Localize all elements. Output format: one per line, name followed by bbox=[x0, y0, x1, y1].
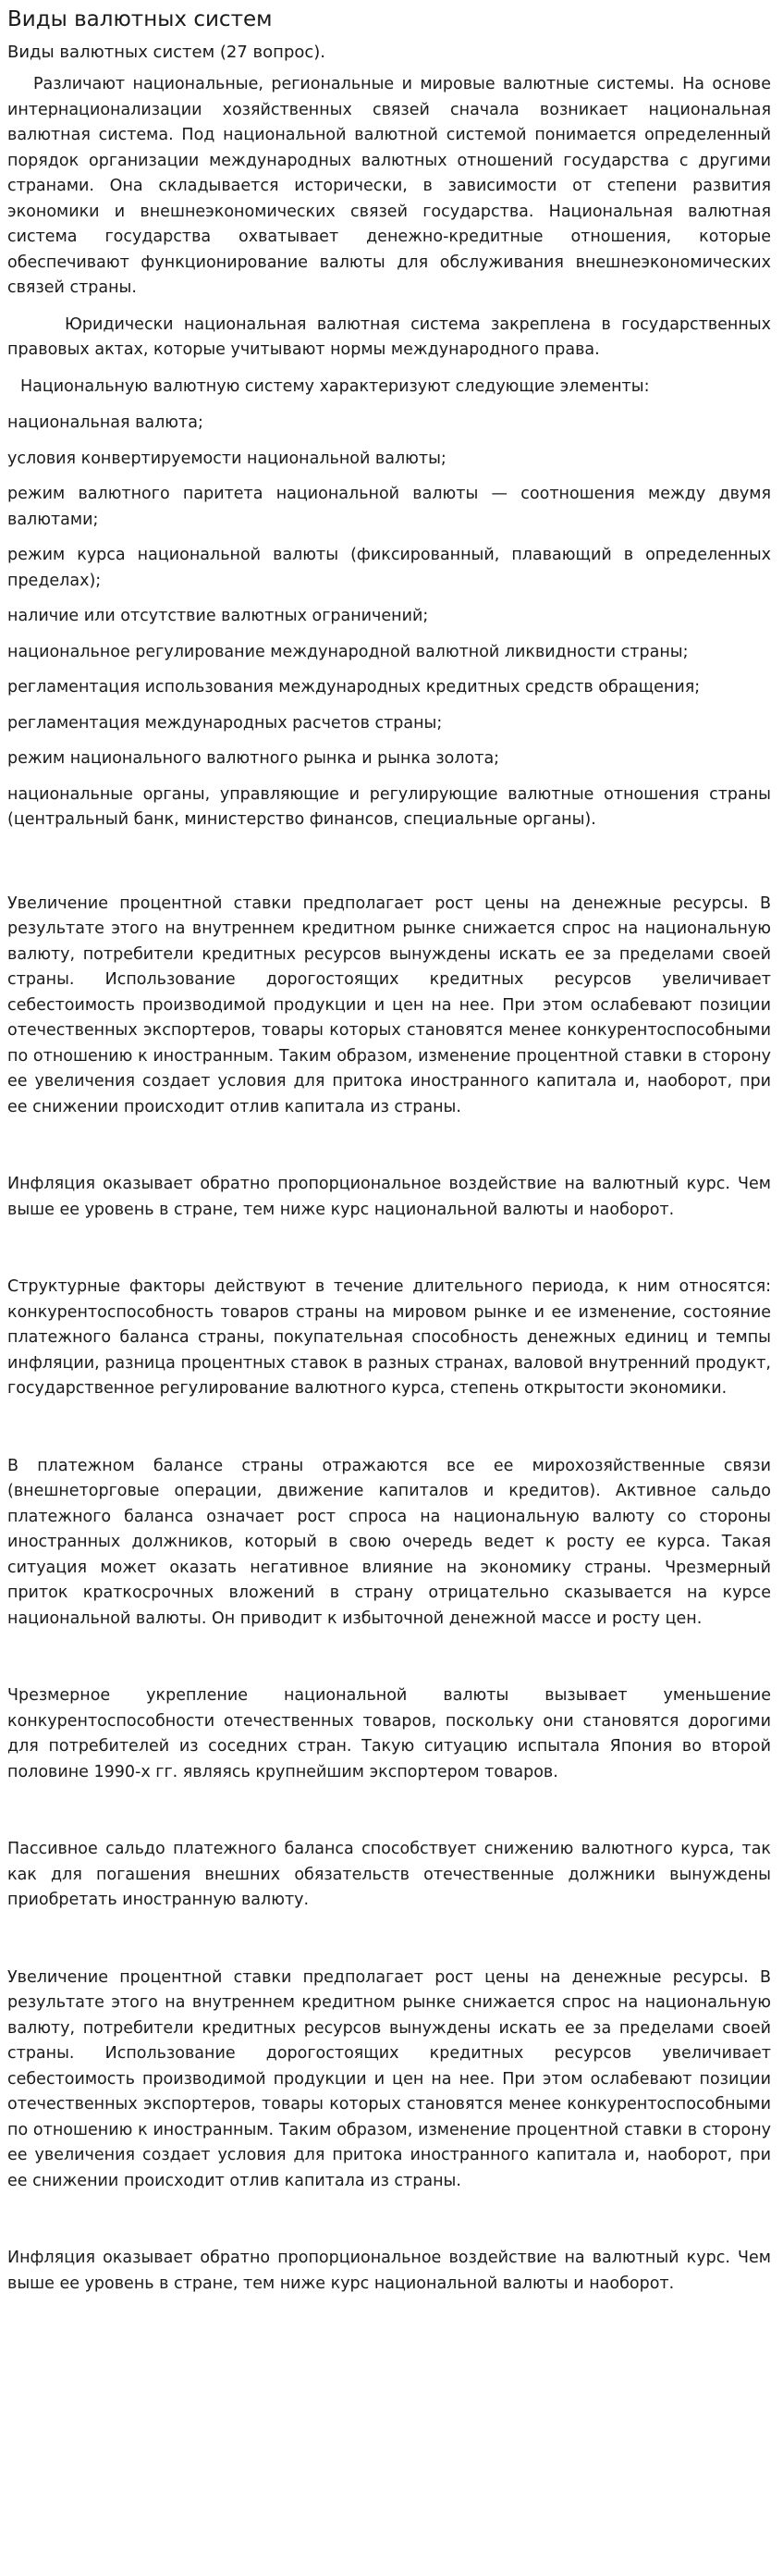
body-paragraph: Увеличение процентной ставки предполагает рост цены на денежные ресурсы. В результате этого на внутреннем кредитном рынке снижается спрос на национальную валюту, потребители кредитных ресурсов вынуждены искать ее за пределами своей страны. Использование дорогостоящих кредитных ресурсов увеличивает себестоимость производимой продукции и цен на нее. При этом ослабевают позиции отечественных экспортеров, товары которых становятся менее конкурентоспособными по отношению к иностранным. Таким образом, изменение процентной ставки в сторону ее увеличения создает условия для притока иностранного капитала и, наоборот, при ее снижении происходит отлив капитала из страны. bbox=[7, 1967, 771, 2190]
intro-paragraph: Различают национальные, региональные и мировые валютные системы. На основе интернационализации хозяйственных связей сначала возникает национальная валютная система. Под национальной валютной системой понимается определенный порядок организации международных валютных отношений государства с другими странами. Она складывается исторически, в зависимости от степени развития экономики и внешнеэкономических связей государства. Национальная валютная система государства охватывает денежно-кредитные отношения, которые обеспечивают функционирование валюты для обслуживания внешнеэкономических связей страны. bbox=[7, 75, 771, 297]
page-title: Виды валютных систем bbox=[7, 7, 273, 31]
list-item: регламентация использования международных кредитных средств обращения; bbox=[7, 678, 701, 696]
list-item: национальные органы, управляющие и регулирующие валютные отношения страны (центральный банк, министерство финансов, специальные органы). bbox=[7, 784, 771, 829]
body-paragraph: Пассивное сальдо платежного баланса способствует снижению валютного курса, так как для погашения внешних обязательств отечественные должники вынуждены приобретать иностранную валюту. bbox=[7, 1840, 771, 1909]
list-item: режим национального валютного рынка и рынка золота; bbox=[7, 749, 500, 768]
body-paragraph: Чрезмерное укрепление национальной валюты вызывает уменьшение конкурентоспособности отечественных товаров, поскольку они становятся дорогими для потребителей из соседних стран. Такую ситуацию испытала Япония во второй половине 1990-х гг. являясь крупнейшим экспортером товаров. bbox=[7, 1686, 771, 1781]
list-item: национальная валюта; bbox=[7, 413, 203, 432]
body-paragraph: Увеличение процентной ставки предполагает рост цены на денежные ресурсы. В результате этого на внутреннем кредитном рынке снижается спрос на национальную валюту, потребители кредитных ресурсов вынуждены искать ее за пределами своей страны. Использование дорогостоящих кредитных ресурсов увеличивает себестоимость производимой продукции и цен на нее. При этом ослабевают позиции отечественных экспортеров, товары которых становятся менее конкурентоспособными по отношению к иностранным. Таким образом, изменение процентной ставки в сторону ее увеличения создает условия для притока иностранного капитала и, наоборот, при ее снижении происходит отлив капитала из страны. bbox=[7, 894, 771, 1116]
page-subtitle: Виды валютных систем (27 вопрос). bbox=[7, 43, 326, 62]
body-paragraph: В платежном балансе страны отражаются все ее мирохозяйственные связи (внешнеторговые операции, движение капиталов и кредитов). Активное сальдо платежного баланса означает рост спроса на национальную валюту со стороны иностранных должников, который в свою очередь ведет к росту ее курса. Такая ситуация может оказать негативное влияние на экономику страны. Чрезмерный приток краткосрочных вложений в страну отрицательно сказывается на курсе национальной валюты. Он приводит к избыточной денежной массе и росту цен. bbox=[7, 1456, 771, 1628]
body-paragraph: Инфляция оказывает обратно пропорциональное воздействие на валютный курс. Чем выше ее уровень в стране, тем ниже курс национальной валюты и наоборот. bbox=[7, 1175, 771, 1219]
list-item: условия конвертируемости национальной валюты; bbox=[7, 449, 447, 468]
body-paragraph: Структурные факторы действуют в течение длительного периода, к ним относятся: конкурентоспособность товаров страны на мировом рынке и ее изменение, состояние платежного баланса страны, покупательная способность денежных единиц и темпы инфляции, разница процентных ставок в разных странах, валовой внутренний продукт, государственное регулирование валютного курса, степень открытости экономики. bbox=[7, 1277, 771, 1398]
list-item: национальное регулирование международной валютной ликвидности страны; bbox=[7, 642, 689, 661]
intro-paragraph: Юридически национальная валютная система закреплена в государственных правовых актах, которые учитывают нормы международного права. bbox=[7, 314, 771, 359]
body-paragraph: Инфляция оказывает обратно пропорциональное воздействие на валютный курс. Чем выше ее уровень в стране, тем ниже курс национальной валюты и наоборот. bbox=[7, 2249, 771, 2293]
elements-heading: Национальную валютную систему характеризуют следующие элементы: bbox=[20, 376, 650, 396]
list-item: режим валютного паритета национальной валюты — соотношения между двумя валютами; bbox=[7, 485, 771, 529]
elements-list bbox=[7, 411, 771, 833]
list-item: режим курса национальной валюты (фиксированный, плавающий в определенных пределах); bbox=[7, 546, 771, 590]
list-item: наличие или отсутствие валютных ограничений; bbox=[7, 607, 429, 625]
list-item: регламентация международных расчетов страны; bbox=[7, 713, 443, 733]
